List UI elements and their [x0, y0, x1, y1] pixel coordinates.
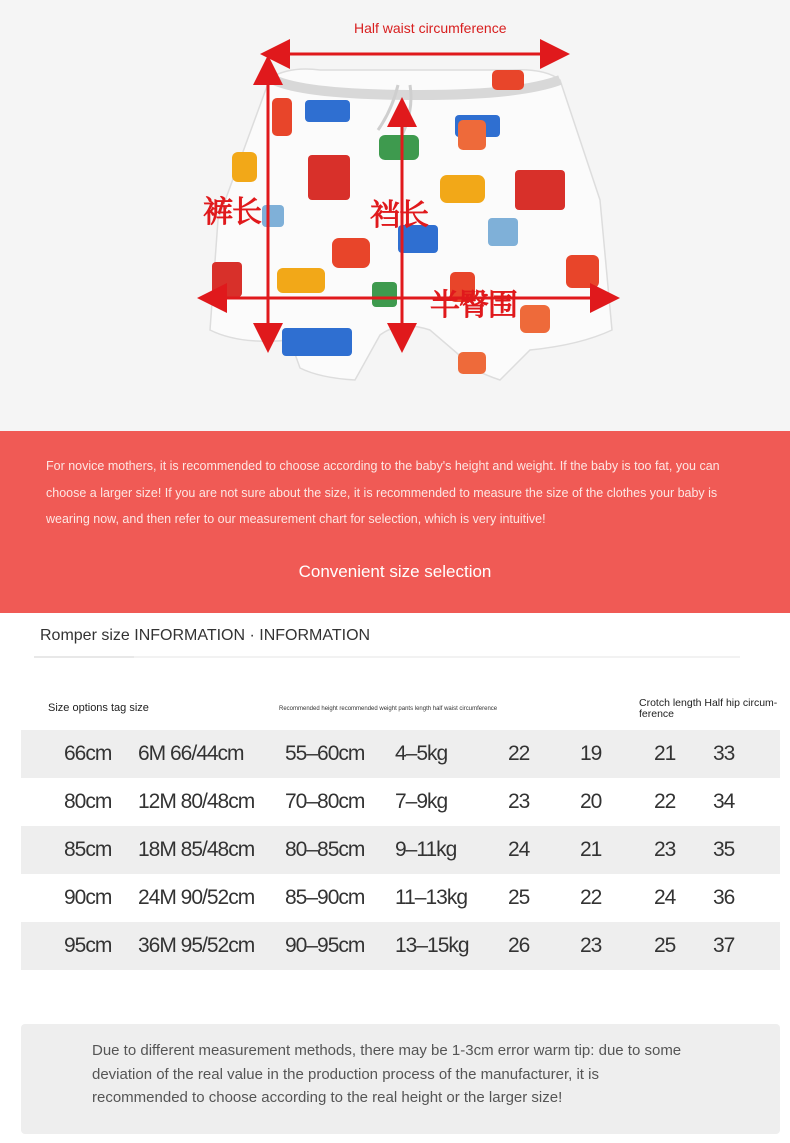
- weight-cell: 4–5kg: [395, 742, 448, 765]
- size-cell: 66cm: [64, 742, 112, 765]
- weight-cell: 11–13kg: [395, 886, 468, 909]
- half-hip-cell: 36: [713, 886, 735, 909]
- half-hip-cell: 35: [713, 838, 735, 861]
- crotch-cell: 23: [654, 838, 676, 861]
- height-cell: 90–95cm: [285, 934, 365, 957]
- tag-cell: 36M 95/52cm: [138, 934, 255, 957]
- size-cell: 90cm: [64, 886, 112, 909]
- half-waist-cell: 20: [580, 790, 602, 813]
- half-waist-label: Half waist circumference: [354, 20, 507, 36]
- pants-length-cell: 25: [508, 886, 530, 909]
- size-info-title: Romper size INFORMATION · INFORMATION: [40, 627, 371, 644]
- pants-length-cell: 26: [508, 934, 530, 957]
- crotch-cell: 25: [654, 934, 676, 957]
- tag-cell: 24M 90/52cm: [138, 886, 255, 909]
- weight-cell: 7–9kg: [395, 790, 448, 813]
- crotch-cell: 22: [654, 790, 676, 813]
- banner-title: Convenient size selection: [298, 562, 492, 581]
- warm-tip-text: Due to different measurement methods, there may be 1-3cm error warm tip: due to some deviation of the real value in the production process of the manufacturer, it is recommended to choose according to the real height or the larger size!: [92, 1042, 682, 1106]
- height-cell: 70–80cm: [285, 790, 365, 813]
- advice-text: For novice mothers, it is recommended to choose according to the baby's height and weight. If the baby is too fat, you can choose a larger size! If you are not sure about the size, it is recommended to measure the size of the clothes your baby is wearing now, and then refer to our measurement chart for selection, which is very intuitive!: [46, 459, 720, 526]
- table-row: [21, 874, 780, 922]
- divider: [34, 656, 740, 658]
- height-cell: 85–90cm: [285, 886, 365, 909]
- half-waist-cell: 22: [580, 886, 602, 909]
- crotch-cell: 24: [654, 886, 676, 909]
- size-cell: 85cm: [64, 838, 112, 861]
- half-waist-cell: 23: [580, 934, 602, 957]
- size-cell: 80cm: [64, 790, 112, 813]
- height-cell: 80–85cm: [285, 838, 365, 861]
- pants-length-cell: 24: [508, 838, 530, 861]
- half-hip-cell: 33: [713, 742, 735, 765]
- half-waist-cell: 19: [580, 742, 602, 765]
- half-waist-cell: 21: [580, 838, 602, 861]
- table-row: [21, 826, 780, 874]
- pants-length-cell: 22: [508, 742, 530, 765]
- warm-tip-box: [21, 1024, 780, 1134]
- crotch-length-label: 裆长: [370, 198, 428, 233]
- table-row: [21, 730, 780, 778]
- table-row: [21, 922, 780, 970]
- weight-cell: 13–15kg: [395, 934, 469, 957]
- tag-cell: 18M 85/48cm: [138, 838, 255, 861]
- tag-cell: 6M 66/44cm: [138, 742, 244, 765]
- pants-length-label: 裤长: [203, 195, 261, 230]
- table-row: [21, 778, 780, 826]
- half-hip-label: 半臀围: [430, 288, 517, 323]
- tag-cell: 12M 80/48cm: [138, 790, 255, 813]
- header-recommended: Recommended height recommended weight pants length half waist circumference: [279, 706, 498, 712]
- header-size-options: Size options tag size: [48, 702, 149, 714]
- half-hip-cell: 34: [713, 790, 735, 813]
- half-hip-cell: 37: [713, 934, 735, 957]
- header-crotch-hip: Crotch length Half hip circum-ference: [639, 697, 778, 720]
- weight-cell: 9–11kg: [395, 838, 457, 861]
- product-measurement-image: [0, 0, 790, 431]
- advice-banner: [0, 431, 790, 613]
- height-cell: 55–60cm: [285, 742, 365, 765]
- crotch-cell: 21: [654, 742, 676, 765]
- size-cell: 95cm: [64, 934, 112, 957]
- pants-length-cell: 23: [508, 790, 530, 813]
